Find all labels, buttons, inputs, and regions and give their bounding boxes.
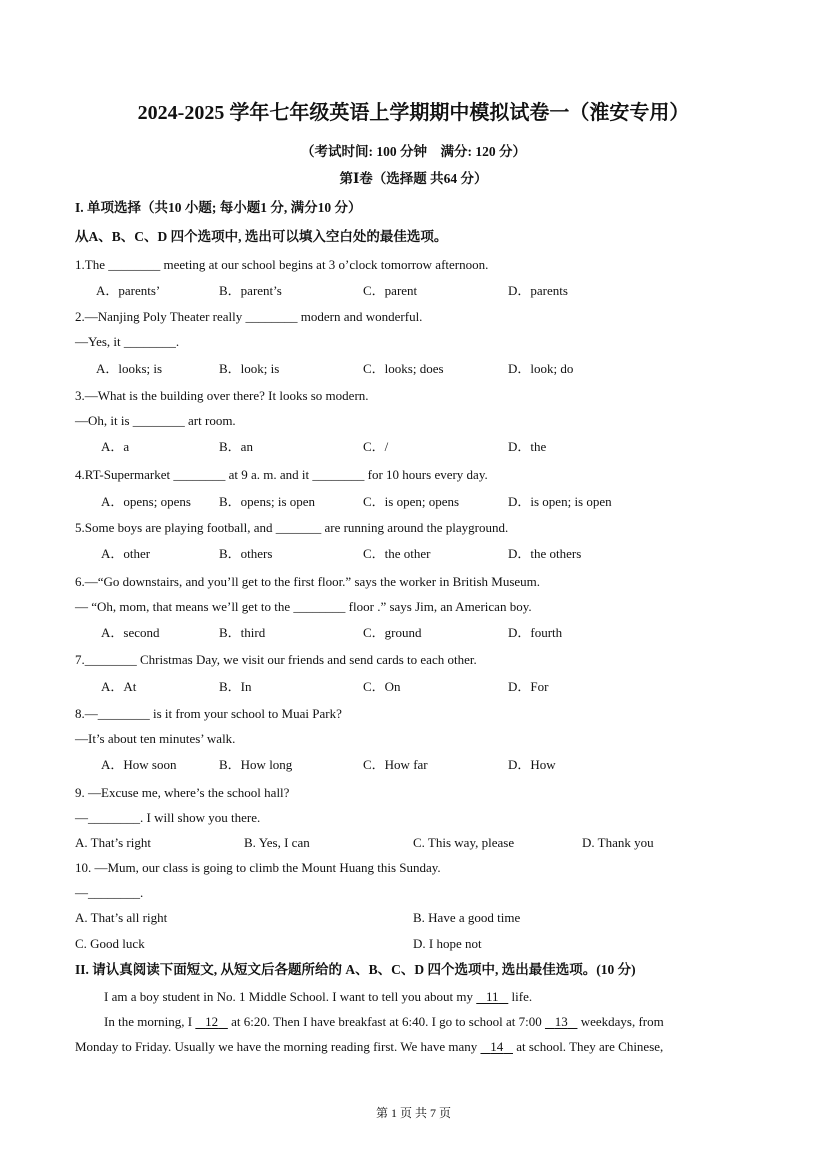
question-2-reply: —Yes, it ________. <box>75 334 180 349</box>
q1-option-c[interactable]: C．parent <box>363 283 418 298</box>
page-title: 2024-2025 学年七年级英语上学期期中模拟试卷一（淮安专用） <box>137 102 690 124</box>
q2-option-b[interactable]: B．look; is <box>219 361 280 376</box>
passage-text: I am a boy student in No. 1 Middle School. I want to tell you about my <box>104 989 477 1004</box>
q2-option-a[interactable]: A．looks; is <box>96 361 163 376</box>
q5-option-d[interactable]: D．the others <box>508 546 582 561</box>
blank-13: 13 <box>554 1014 568 1029</box>
passage-text: In the morning, I <box>104 1014 196 1029</box>
exam-info: （考试时间: 100 分钟 满分: 120 分） <box>301 144 526 159</box>
q6-option-b[interactable]: B．third <box>219 625 266 640</box>
passage-text: at school. They are Chinese, <box>512 1039 664 1054</box>
q7-option-a[interactable]: A．At <box>101 679 137 694</box>
section1-heading: I. 单项选择（共10 小题; 每小题1 分, 满分10 分） <box>75 200 362 215</box>
q10-option-c[interactable]: C. Good luck <box>75 936 145 951</box>
section2-heading: II. 请认真阅读下面短文, 从短文后各题所给的 A、B、C、D 四个选项中, 选出最佳选项。(10 分) <box>75 962 636 977</box>
q3-option-c[interactable]: C．/ <box>363 439 389 454</box>
q4-option-d[interactable]: D．is open; is open <box>508 494 612 509</box>
question-6-reply: — “Oh, mom, that means we’ll get to the ________ floor .” says Jim, an American boy. <box>75 599 532 614</box>
q1-option-a[interactable]: A．parents’ <box>96 283 161 298</box>
blank-12: 12 <box>205 1014 219 1029</box>
q6-option-c[interactable]: C．ground <box>363 625 422 640</box>
page-footer: 第 1 页 共 7 页 <box>375 1106 451 1120</box>
q3-option-d[interactable]: D．the <box>508 439 547 454</box>
passage-line-2 <box>104 1014 664 1030</box>
q4-option-a[interactable]: A．opens; opens <box>101 494 191 509</box>
q6-option-a[interactable]: A．second <box>101 625 160 640</box>
question-1: 1.The ________ meeting at our school begins at 3 o’clock tomorrow afternoon. <box>75 257 489 272</box>
question-10: 10. —Mum, our class is going to climb the Mount Huang this Sunday. <box>75 860 441 875</box>
q4-option-c[interactable]: C．is open; opens <box>363 494 460 509</box>
q2-option-c[interactable]: C．looks; does <box>363 361 444 376</box>
q8-option-d[interactable]: D．How <box>508 757 556 772</box>
q10-option-d[interactable]: D. I hope not <box>413 936 482 951</box>
q7-option-c[interactable]: C．On <box>363 679 401 694</box>
q8-option-a[interactable]: A．How soon <box>101 757 177 772</box>
q4-option-b[interactable]: B．opens; is open <box>219 494 316 509</box>
q8-option-c[interactable]: C．How far <box>363 757 428 772</box>
question-5: 5.Some boys are playing football, and _______ are running around the playground. <box>75 520 509 535</box>
q8-option-b[interactable]: B．How long <box>219 757 293 772</box>
q10-option-b[interactable]: B. Have a good time <box>413 910 521 925</box>
blank-14: 14 <box>490 1039 504 1054</box>
part-title: 第Ⅰ卷（选择题 共64 分） <box>339 171 488 186</box>
question-4: 4.RT-Supermarket ________ at 9 a. m. and it ________ for 10 hours every day. <box>75 467 488 482</box>
question-9: 9. —Excuse me, where’s the school hall? <box>75 785 290 800</box>
q1-option-b[interactable]: B．parent’s <box>219 283 282 298</box>
q6-option-d[interactable]: D．fourth <box>508 625 563 640</box>
question-3-reply: —Oh, it is ________ art room. <box>75 413 236 428</box>
q5-option-a[interactable]: A．other <box>101 546 151 561</box>
blank-11: 11 <box>486 989 499 1004</box>
question-6: 6.—“Go downstairs, and you’ll get to the first floor.” says the worker in British Museum. <box>75 574 541 589</box>
passage-line-1 <box>104 989 532 1005</box>
q9-option-a[interactable]: A. That’s right <box>75 835 151 850</box>
q2-option-d[interactable]: D．look; do <box>508 361 574 376</box>
q3-option-b[interactable]: B．an <box>219 439 253 454</box>
q3-option-a[interactable]: A．a <box>101 439 130 454</box>
section1-instruction: 从A、B、C、D 四个选项中, 选出可以填入空白处的最佳选项。 <box>75 229 448 244</box>
q9-option-c[interactable]: C. This way, please <box>413 835 515 850</box>
q10-option-a[interactable]: A. That’s all right <box>75 910 168 925</box>
q9-option-b[interactable]: B. Yes, I can <box>244 835 310 850</box>
passage-text: life. <box>508 989 533 1004</box>
question-8-reply: —It’s about ten minutes’ walk. <box>75 731 236 746</box>
passage-text: at 6:20. Then I have breakfast at 6:40. I go to school at 7:00 <box>227 1014 545 1029</box>
passage-text: Monday to Friday. Usually we have the morning reading first. We have many <box>75 1039 481 1054</box>
passage-text: weekdays, from <box>577 1014 664 1029</box>
q7-option-b[interactable]: B．In <box>219 679 252 694</box>
passage-line-3 <box>75 1039 663 1055</box>
question-2: 2.—Nanjing Poly Theater really ________ modern and wonderful. <box>75 309 423 324</box>
question-8: 8.—________ is it from your school to Muai Park? <box>75 706 342 721</box>
question-7: 7.________ Christmas Day, we visit our friends and send cards to each other. <box>75 652 477 667</box>
q1-option-d[interactable]: D．parents <box>508 283 568 298</box>
q5-option-c[interactable]: C．the other <box>363 546 431 561</box>
question-3: 3.—What is the building over there? It looks so modern. <box>75 388 369 403</box>
q7-option-d[interactable]: D．For <box>508 679 549 694</box>
q5-option-b[interactable]: B．others <box>219 546 273 561</box>
question-10-reply: —________. <box>75 885 144 900</box>
q9-option-d[interactable]: D. Thank you <box>582 835 654 850</box>
question-9-reply: —________. I will show you there. <box>75 810 261 825</box>
